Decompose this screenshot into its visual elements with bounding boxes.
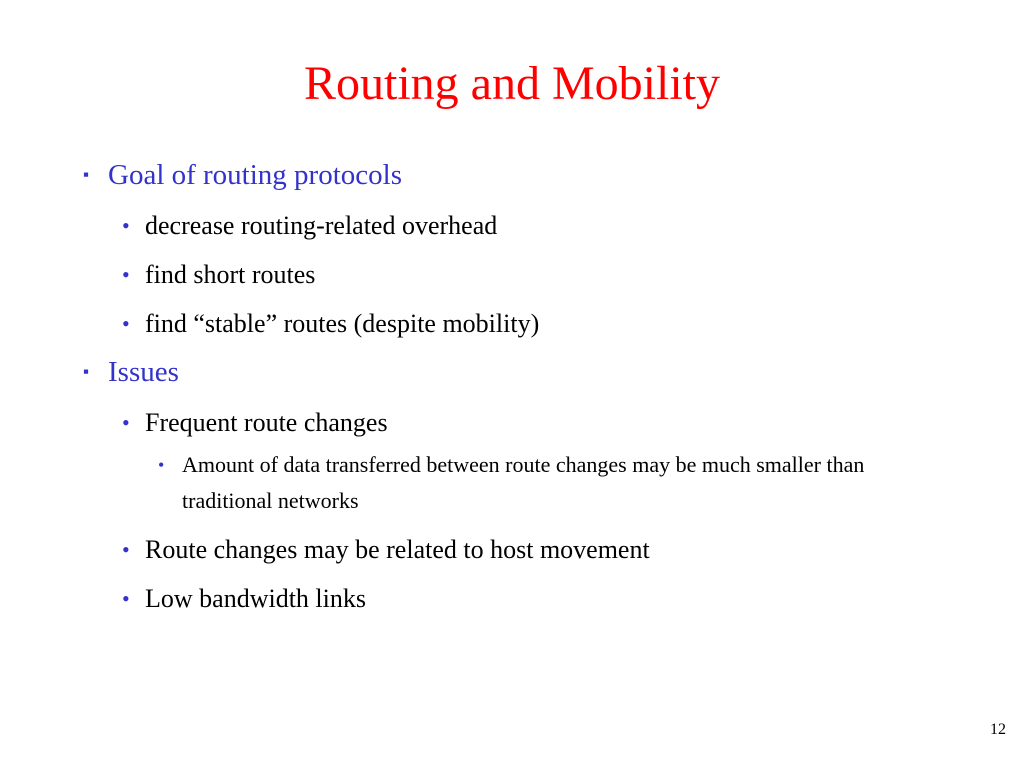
dot-bullet-icon: • — [122, 586, 130, 611]
item-text: Low bandwidth links — [145, 584, 366, 613]
square-bullet-icon: ▪ — [83, 165, 90, 184]
page-number: 12 — [990, 721, 1006, 738]
bullet-level3-item — [80, 447, 960, 519]
item-text: Amount of data transferred between route changes may be much smaller than traditional networks — [182, 452, 865, 513]
dot-bullet-icon: • — [122, 537, 130, 562]
dot-bullet-icon: • — [122, 213, 130, 238]
dot-bullet-icon: • — [158, 455, 165, 475]
section-heading: Issues — [108, 356, 179, 388]
bullet-level2-item — [80, 305, 960, 342]
dot-bullet-icon: • — [122, 311, 130, 336]
bullet-level2-item — [80, 256, 960, 293]
dot-bullet-icon: • — [122, 410, 130, 435]
bullet-level2-item — [80, 404, 960, 441]
section-heading: Goal of routing protocols — [108, 159, 402, 191]
item-text: Route changes may be related to host movement — [145, 535, 650, 564]
dot-bullet-icon: • — [122, 262, 130, 287]
item-text: decrease routing-related overhead — [145, 211, 498, 240]
item-text: Frequent route changes — [145, 408, 388, 437]
bullet-level1-issues — [80, 352, 960, 392]
slide-title: Routing and Mobility — [303, 57, 720, 110]
item-text: find “stable” routes (despite mobility) — [145, 309, 540, 338]
square-bullet-icon: ▪ — [83, 362, 90, 381]
bullet-level2-item — [80, 580, 960, 617]
bullet-level2-item — [80, 207, 960, 244]
slide-content — [80, 155, 960, 617]
bullet-level1-goal — [80, 155, 960, 195]
item-text: find short routes — [145, 260, 316, 289]
bullet-level2-item — [80, 531, 960, 568]
